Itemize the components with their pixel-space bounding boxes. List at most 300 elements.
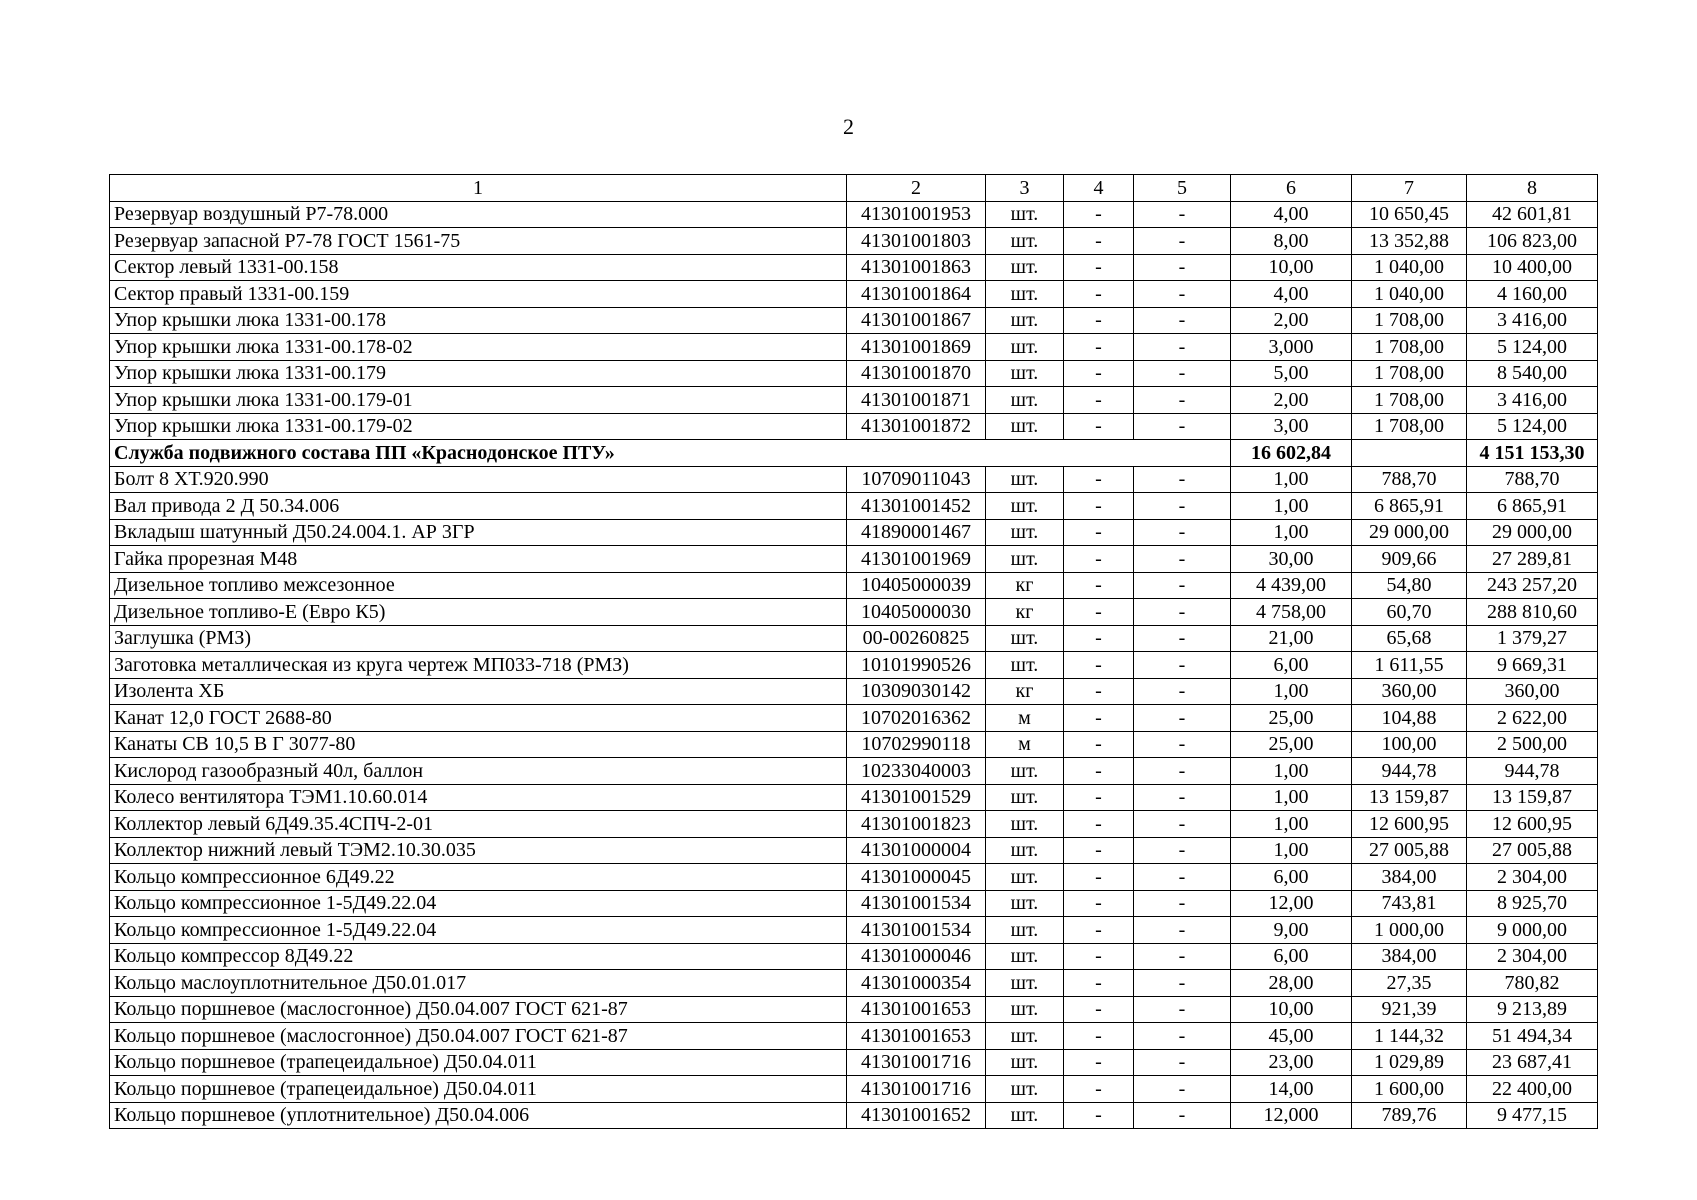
item-price: 789,76: [1352, 1102, 1467, 1129]
item-col4: -: [1064, 493, 1134, 520]
item-col4: -: [1064, 519, 1134, 546]
table-row: [110, 519, 1598, 546]
item-code: 41301001653: [847, 996, 986, 1023]
item-col5: -: [1134, 228, 1231, 255]
table-row: [110, 652, 1598, 679]
table-row: [110, 1102, 1598, 1129]
item-col5: -: [1134, 1049, 1231, 1076]
item-code: 10101990526: [847, 652, 986, 679]
item-quantity: 5,00: [1231, 360, 1352, 387]
item-col4: -: [1064, 758, 1134, 785]
item-quantity: 8,00: [1231, 228, 1352, 255]
item-code: 41301001864: [847, 281, 986, 308]
item-code: 41301001869: [847, 334, 986, 361]
item-unit: шт.: [986, 228, 1064, 255]
item-col4: -: [1064, 890, 1134, 917]
item-sum: 27 289,81: [1467, 546, 1598, 573]
item-sum: 23 687,41: [1467, 1049, 1598, 1076]
table-row: [110, 493, 1598, 520]
table-row: [110, 228, 1598, 255]
item-col4: -: [1064, 572, 1134, 599]
item-name: Коллектор нижний левый ТЭМ2.10.30.035: [110, 837, 847, 864]
item-quantity: 1,00: [1231, 493, 1352, 520]
item-sum: 944,78: [1467, 758, 1598, 785]
item-col4: -: [1064, 943, 1134, 970]
item-price: 944,78: [1352, 758, 1467, 785]
item-sum: 106 823,00: [1467, 228, 1598, 255]
item-unit: шт.: [986, 281, 1064, 308]
item-col5: -: [1134, 970, 1231, 997]
item-sum: 22 400,00: [1467, 1076, 1598, 1103]
item-quantity: 1,00: [1231, 811, 1352, 838]
column-header-6: 6: [1231, 175, 1352, 202]
item-name: Упор крышки люка 1331-00.178: [110, 307, 847, 334]
item-col5: -: [1134, 917, 1231, 944]
item-unit: шт.: [986, 519, 1064, 546]
item-col5: -: [1134, 360, 1231, 387]
table-row: [110, 387, 1598, 414]
item-quantity: 21,00: [1231, 625, 1352, 652]
item-price: 1 708,00: [1352, 360, 1467, 387]
item-col5: -: [1134, 1102, 1231, 1129]
item-unit: шт.: [986, 758, 1064, 785]
item-price: 1 000,00: [1352, 917, 1467, 944]
item-unit: шт.: [986, 413, 1064, 440]
item-col5: -: [1134, 572, 1231, 599]
item-name: Вкладыш шатунный Д50.24.004.1. АР 3ГР: [110, 519, 847, 546]
item-unit: шт.: [986, 360, 1064, 387]
item-quantity: 25,00: [1231, 731, 1352, 758]
item-price: 13 352,88: [1352, 228, 1467, 255]
item-quantity: 1,00: [1231, 519, 1352, 546]
item-quantity: 1,00: [1231, 784, 1352, 811]
item-quantity: 2,00: [1231, 387, 1352, 414]
item-quantity: 9,00: [1231, 917, 1352, 944]
item-price: 60,70: [1352, 599, 1467, 626]
column-header-3: 3: [986, 175, 1064, 202]
item-name: Кольцо поршневое (маслосгонное) Д50.04.007 ГОСТ 621-87: [110, 1023, 847, 1050]
item-sum: 2 622,00: [1467, 705, 1598, 732]
item-name: Резервуар воздушный Р7-78.000: [110, 201, 847, 228]
item-col4: -: [1064, 652, 1134, 679]
item-code: 41301001872: [847, 413, 986, 440]
column-header-8: 8: [1467, 175, 1598, 202]
item-sum: 29 000,00: [1467, 519, 1598, 546]
item-code: 41890001467: [847, 519, 986, 546]
item-price: 909,66: [1352, 546, 1467, 573]
section-quantity-total: 16 602,84: [1231, 440, 1352, 467]
item-price: 1 708,00: [1352, 307, 1467, 334]
item-unit: шт.: [986, 387, 1064, 414]
item-col5: -: [1134, 466, 1231, 493]
item-name: Кольцо поршневое (трапецеидальное) Д50.04.011: [110, 1049, 847, 1076]
item-col4: -: [1064, 307, 1134, 334]
item-sum: 8 540,00: [1467, 360, 1598, 387]
table-row: [110, 758, 1598, 785]
item-name: Кольцо маслоуплотнительное Д50.01.017: [110, 970, 847, 997]
table-row: [110, 307, 1598, 334]
item-col5: -: [1134, 599, 1231, 626]
item-unit: шт.: [986, 890, 1064, 917]
item-name: Кольцо компрессионное 6Д49.22: [110, 864, 847, 891]
item-col4: -: [1064, 599, 1134, 626]
item-name: Сектор правый 1331-00.159: [110, 281, 847, 308]
item-quantity: 3,000: [1231, 334, 1352, 361]
table-row: [110, 360, 1598, 387]
item-name: Канат 12,0 ГОСТ 2688-80: [110, 705, 847, 732]
item-code: 41301001803: [847, 228, 986, 255]
item-col4: -: [1064, 228, 1134, 255]
table-row: [110, 784, 1598, 811]
item-code: 41301001653: [847, 1023, 986, 1050]
table-row: [110, 705, 1598, 732]
item-col4: -: [1064, 413, 1134, 440]
item-quantity: 30,00: [1231, 546, 1352, 573]
item-code: 41301001863: [847, 254, 986, 281]
table-row: [110, 546, 1598, 573]
item-price: 65,68: [1352, 625, 1467, 652]
table-row: [110, 917, 1598, 944]
item-code: 41301001534: [847, 890, 986, 917]
item-code: 41301001529: [847, 784, 986, 811]
item-sum: 4 160,00: [1467, 281, 1598, 308]
item-name: Сектор левый 1331-00.158: [110, 254, 847, 281]
table-row: [110, 572, 1598, 599]
item-code: 10405000039: [847, 572, 986, 599]
inventory-table: [109, 174, 1598, 1129]
section-empty-cell: [1352, 440, 1467, 467]
item-col4: -: [1064, 387, 1134, 414]
item-price: 1 040,00: [1352, 254, 1467, 281]
item-quantity: 6,00: [1231, 864, 1352, 891]
item-col4: -: [1064, 837, 1134, 864]
item-sum: 1 379,27: [1467, 625, 1598, 652]
item-sum: 243 257,20: [1467, 572, 1598, 599]
column-header-5: 5: [1134, 175, 1231, 202]
table-row: [110, 1023, 1598, 1050]
table-row: [110, 890, 1598, 917]
column-header-7: 7: [1352, 175, 1467, 202]
item-unit: шт.: [986, 625, 1064, 652]
item-price: 100,00: [1352, 731, 1467, 758]
item-sum: 2 304,00: [1467, 864, 1598, 891]
item-unit: шт.: [986, 493, 1064, 520]
table-row: [110, 334, 1598, 361]
item-quantity: 6,00: [1231, 943, 1352, 970]
item-sum: 9 000,00: [1467, 917, 1598, 944]
item-sum: 3 416,00: [1467, 387, 1598, 414]
item-price: 27,35: [1352, 970, 1467, 997]
table-body: [110, 175, 1598, 1129]
item-col5: -: [1134, 758, 1231, 785]
item-col4: -: [1064, 281, 1134, 308]
item-unit: шт.: [986, 1076, 1064, 1103]
item-code: 41301001652: [847, 1102, 986, 1129]
item-quantity: 45,00: [1231, 1023, 1352, 1050]
item-name: Заготовка металлическая из круга чертеж МП033-718 (РМЗ): [110, 652, 847, 679]
item-quantity: 4,00: [1231, 201, 1352, 228]
item-name: Дизельное топливо-Е (Евро К5): [110, 599, 847, 626]
item-sum: 5 124,00: [1467, 334, 1598, 361]
item-sum: 6 865,91: [1467, 493, 1598, 520]
table-row: [110, 678, 1598, 705]
item-code: 10702016362: [847, 705, 986, 732]
item-code: 10702990118: [847, 731, 986, 758]
item-col4: -: [1064, 334, 1134, 361]
item-price: 10 650,45: [1352, 201, 1467, 228]
item-price: 29 000,00: [1352, 519, 1467, 546]
item-code: 41301001969: [847, 546, 986, 573]
item-code: 41301001867: [847, 307, 986, 334]
item-sum: 51 494,34: [1467, 1023, 1598, 1050]
item-sum: 3 416,00: [1467, 307, 1598, 334]
item-sum: 2 304,00: [1467, 943, 1598, 970]
item-col4: -: [1064, 864, 1134, 891]
item-col4: -: [1064, 1023, 1134, 1050]
item-code: 41301001823: [847, 811, 986, 838]
item-code: 41301001716: [847, 1049, 986, 1076]
item-quantity: 3,00: [1231, 413, 1352, 440]
column-header-4: 4: [1064, 175, 1134, 202]
item-col4: -: [1064, 917, 1134, 944]
item-name: Кольцо компрессионное 1-5Д49.22.04: [110, 917, 847, 944]
item-code: 00-00260825: [847, 625, 986, 652]
item-quantity: 6,00: [1231, 652, 1352, 679]
table-row: [110, 466, 1598, 493]
item-code: 41301000045: [847, 864, 986, 891]
item-name: Кольцо поршневое (маслосгонное) Д50.04.007 ГОСТ 621-87: [110, 996, 847, 1023]
item-quantity: 1,00: [1231, 466, 1352, 493]
table-row: [110, 943, 1598, 970]
item-sum: 42 601,81: [1467, 201, 1598, 228]
column-header-2: 2: [847, 175, 986, 202]
item-quantity: 4,00: [1231, 281, 1352, 308]
item-price: 743,81: [1352, 890, 1467, 917]
item-price: 13 159,87: [1352, 784, 1467, 811]
item-unit: шт.: [986, 254, 1064, 281]
table-row: [110, 625, 1598, 652]
item-unit: шт.: [986, 917, 1064, 944]
item-col5: -: [1134, 943, 1231, 970]
item-price: 1 611,55: [1352, 652, 1467, 679]
item-name: Упор крышки люка 1331-00.179-01: [110, 387, 847, 414]
item-name: Вал привода 2 Д 50.34.006: [110, 493, 847, 520]
item-col5: -: [1134, 784, 1231, 811]
table-row: [110, 599, 1598, 626]
item-col4: -: [1064, 1076, 1134, 1103]
item-col5: -: [1134, 1076, 1231, 1103]
item-col4: -: [1064, 705, 1134, 732]
item-sum: 27 005,88: [1467, 837, 1598, 864]
table-header-row: [110, 175, 1598, 202]
item-col5: -: [1134, 996, 1231, 1023]
item-quantity: 1,00: [1231, 837, 1352, 864]
item-price: 1 040,00: [1352, 281, 1467, 308]
item-unit: шт.: [986, 970, 1064, 997]
table-row: [110, 864, 1598, 891]
item-quantity: 10,00: [1231, 996, 1352, 1023]
item-col5: -: [1134, 254, 1231, 281]
item-sum: 12 600,95: [1467, 811, 1598, 838]
item-price: 360,00: [1352, 678, 1467, 705]
item-name: Дизельное топливо межсезонное: [110, 572, 847, 599]
item-unit: шт.: [986, 996, 1064, 1023]
item-unit: м: [986, 731, 1064, 758]
item-quantity: 10,00: [1231, 254, 1352, 281]
table-row: [110, 811, 1598, 838]
table-row: [110, 281, 1598, 308]
item-col5: -: [1134, 493, 1231, 520]
item-col4: -: [1064, 201, 1134, 228]
item-price: 1 708,00: [1352, 413, 1467, 440]
item-unit: шт.: [986, 811, 1064, 838]
item-code: 41301001870: [847, 360, 986, 387]
item-unit: шт.: [986, 466, 1064, 493]
item-sum: 788,70: [1467, 466, 1598, 493]
item-sum: 2 500,00: [1467, 731, 1598, 758]
item-sum: 288 810,60: [1467, 599, 1598, 626]
item-col5: -: [1134, 705, 1231, 732]
item-col5: -: [1134, 731, 1231, 758]
item-col5: -: [1134, 1023, 1231, 1050]
item-unit: шт.: [986, 837, 1064, 864]
item-price: 788,70: [1352, 466, 1467, 493]
item-sum: 5 124,00: [1467, 413, 1598, 440]
item-col4: -: [1064, 546, 1134, 573]
item-col5: -: [1134, 837, 1231, 864]
item-quantity: 14,00: [1231, 1076, 1352, 1103]
item-code: 41301000046: [847, 943, 986, 970]
item-unit: шт.: [986, 546, 1064, 573]
item-price: 1 029,89: [1352, 1049, 1467, 1076]
item-price: 27 005,88: [1352, 837, 1467, 864]
item-unit: шт.: [986, 864, 1064, 891]
page-number: 2: [843, 114, 854, 139]
item-col5: -: [1134, 307, 1231, 334]
item-quantity: 25,00: [1231, 705, 1352, 732]
item-price: 54,80: [1352, 572, 1467, 599]
item-col5: -: [1134, 334, 1231, 361]
item-code: 41301001871: [847, 387, 986, 414]
table-row: [110, 731, 1598, 758]
item-unit: шт.: [986, 1023, 1064, 1050]
item-quantity: 1,00: [1231, 678, 1352, 705]
item-col4: -: [1064, 784, 1134, 811]
item-sum: 9 213,89: [1467, 996, 1598, 1023]
item-unit: шт.: [986, 201, 1064, 228]
item-price: 384,00: [1352, 864, 1467, 891]
section-sum-total: 4 151 153,30: [1467, 440, 1598, 467]
item-name: Болт 8 ХТ.920.990: [110, 466, 847, 493]
table-row: [110, 254, 1598, 281]
table-row: [110, 201, 1598, 228]
item-price: 6 865,91: [1352, 493, 1467, 520]
item-quantity: 4 439,00: [1231, 572, 1352, 599]
item-col4: -: [1064, 1102, 1134, 1129]
item-code: 41301001953: [847, 201, 986, 228]
item-unit: кг: [986, 678, 1064, 705]
table-row: [110, 996, 1598, 1023]
table-row: [110, 837, 1598, 864]
item-name: Гайка прорезная М48: [110, 546, 847, 573]
item-sum: 780,82: [1467, 970, 1598, 997]
item-sum: 9 669,31: [1467, 652, 1598, 679]
item-name: Изолента ХБ: [110, 678, 847, 705]
item-code: 10233040003: [847, 758, 986, 785]
item-col5: -: [1134, 201, 1231, 228]
item-col5: -: [1134, 413, 1231, 440]
item-name: Кольцо компрессионное 1-5Д49.22.04: [110, 890, 847, 917]
item-unit: шт.: [986, 652, 1064, 679]
item-price: 1 600,00: [1352, 1076, 1467, 1103]
item-code: 41301001452: [847, 493, 986, 520]
item-col4: -: [1064, 254, 1134, 281]
item-price: 1 708,00: [1352, 334, 1467, 361]
item-col4: -: [1064, 678, 1134, 705]
item-code: 10309030142: [847, 678, 986, 705]
column-header-1: 1: [110, 175, 847, 202]
item-col5: -: [1134, 281, 1231, 308]
item-col4: -: [1064, 970, 1134, 997]
item-unit: шт.: [986, 334, 1064, 361]
item-name: Кольцо поршневое (трапецеидальное) Д50.04.011: [110, 1076, 847, 1103]
item-quantity: 12,000: [1231, 1102, 1352, 1129]
item-name: Резервуар запасной Р7-78 ГОСТ 1561-75: [110, 228, 847, 255]
item-col5: -: [1134, 864, 1231, 891]
table-row: [110, 1049, 1598, 1076]
item-unit: шт.: [986, 1049, 1064, 1076]
item-quantity: 28,00: [1231, 970, 1352, 997]
item-col5: -: [1134, 625, 1231, 652]
item-col4: -: [1064, 466, 1134, 493]
item-name: Колесо вентилятора ТЭМ1.10.60.014: [110, 784, 847, 811]
item-name: Упор крышки люка 1331-00.178-02: [110, 334, 847, 361]
item-name: Кольцо компрессор 8Д49.22: [110, 943, 847, 970]
item-col5: -: [1134, 811, 1231, 838]
item-price: 1 144,32: [1352, 1023, 1467, 1050]
item-col4: -: [1064, 996, 1134, 1023]
item-unit: шт.: [986, 784, 1064, 811]
item-sum: 10 400,00: [1467, 254, 1598, 281]
item-unit: кг: [986, 599, 1064, 626]
item-name: Кислород газообразный 40л, баллон: [110, 758, 847, 785]
item-sum: 9 477,15: [1467, 1102, 1598, 1129]
item-code: 41301000004: [847, 837, 986, 864]
item-code: 41301001716: [847, 1076, 986, 1103]
item-price: 1 708,00: [1352, 387, 1467, 414]
table-row: [110, 970, 1598, 997]
item-name: Кольцо поршневое (уплотнительное) Д50.04.006: [110, 1102, 847, 1129]
item-code: 10709011043: [847, 466, 986, 493]
item-col4: -: [1064, 360, 1134, 387]
item-col5: -: [1134, 678, 1231, 705]
item-name: Коллектор левый 6Д49.35.4СПЧ-2-01: [110, 811, 847, 838]
item-code: 41301000354: [847, 970, 986, 997]
table-row: [110, 413, 1598, 440]
item-col5: -: [1134, 519, 1231, 546]
item-col5: -: [1134, 652, 1231, 679]
item-unit: шт.: [986, 307, 1064, 334]
item-unit: шт.: [986, 943, 1064, 970]
item-code: 41301001534: [847, 917, 986, 944]
item-quantity: 1,00: [1231, 758, 1352, 785]
item-quantity: 4 758,00: [1231, 599, 1352, 626]
item-quantity: 2,00: [1231, 307, 1352, 334]
item-quantity: 12,00: [1231, 890, 1352, 917]
item-price: 12 600,95: [1352, 811, 1467, 838]
item-col5: -: [1134, 546, 1231, 573]
item-col4: -: [1064, 731, 1134, 758]
